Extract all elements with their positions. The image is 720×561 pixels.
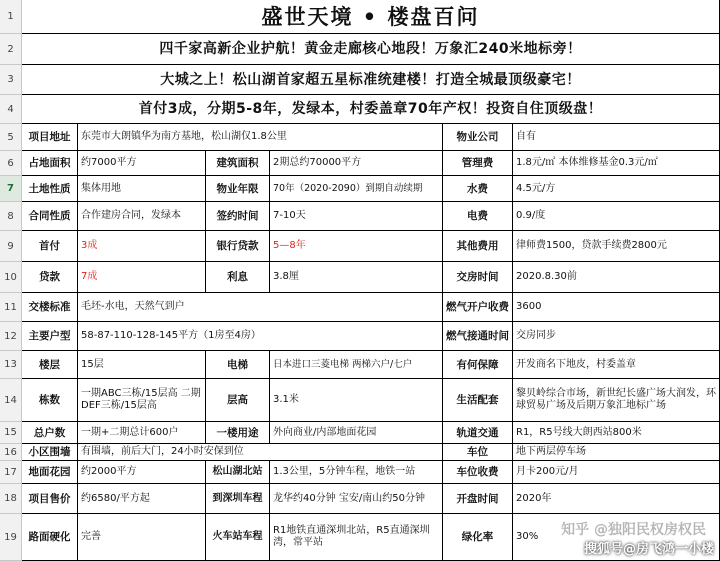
label-cell[interactable]: 地面花园 — [22, 461, 78, 484]
value-cell[interactable]: 58-87-110-128-145平方（1房至4房） — [78, 322, 443, 351]
value-cell[interactable]: 3.1米 — [270, 379, 443, 422]
value-cell[interactable]: 外向商业/内部地面花园 — [270, 422, 443, 444]
value-cell[interactable]: 开发商名下地皮，村委盖章 — [513, 351, 720, 379]
value-cell[interactable]: 7成 — [78, 262, 206, 293]
value-cell[interactable]: 地下两层停车场 — [513, 444, 720, 461]
value-cell[interactable]: 有围墙，前后大门，24小时安保到位 — [78, 444, 443, 461]
label-cell[interactable]: 绿化率 — [443, 514, 513, 561]
row-header[interactable]: 9 — [0, 231, 22, 262]
banner-line[interactable]: 首付3成，分期5-8年，发绿本，村委盖章70年产权！投资自住顶级盘！ — [22, 95, 720, 124]
label-cell[interactable]: 有何保障 — [443, 351, 513, 379]
value-cell[interactable]: 约7000平方 — [78, 151, 206, 176]
zhihu-watermark: 知乎 @独阳民权房权民 — [561, 522, 706, 538]
row-header[interactable]: 1 — [0, 0, 22, 34]
value-cell[interactable]: 一期+二期总计600户 — [78, 422, 206, 444]
row-header[interactable]: 14 — [0, 379, 22, 422]
value-cell[interactable]: 毛坯-水电，天然气到户 — [78, 293, 443, 322]
value-cell[interactable]: R1地铁直通深圳北站，R5直通深圳湾，常平站 — [270, 514, 443, 561]
label-cell[interactable]: 层高 — [206, 379, 270, 422]
row-header[interactable]: 13 — [0, 351, 22, 379]
row-header[interactable]: 6 — [0, 151, 22, 176]
label-cell[interactable]: 一楼用途 — [206, 422, 270, 444]
row-header[interactable]: 5 — [0, 124, 22, 151]
value-cell[interactable]: 律师费1500，贷款手续费2800元 — [513, 231, 720, 262]
label-cell[interactable]: 交楼标准 — [22, 293, 78, 322]
label-cell[interactable]: 项目售价 — [22, 484, 78, 514]
value-cell[interactable]: 1.3公里，5分钟车程，地铁一站 — [270, 461, 443, 484]
row-header[interactable]: 11 — [0, 293, 22, 322]
label-cell[interactable]: 开盘时间 — [443, 484, 513, 514]
value-cell[interactable]: 70年（2020-2090）到期自动续期 — [270, 176, 443, 202]
value-cell[interactable]: 自有 — [513, 124, 720, 151]
value-cell[interactable]: 龙华约40分钟 宝安/南山约50分钟 — [270, 484, 443, 514]
label-cell[interactable]: 建筑面积 — [206, 151, 270, 176]
label-cell[interactable]: 银行贷款 — [206, 231, 270, 262]
value-cell[interactable]: 一期ABC三栋/15层高 二期DEF三栋/15层高 — [78, 379, 206, 422]
value-cell[interactable]: R1，R5号线大朗西站800米 — [513, 422, 720, 444]
row-header[interactable]: 15 — [0, 422, 22, 444]
value-cell[interactable]: 0.9/度 — [513, 202, 720, 231]
row-header[interactable]: 17 — [0, 461, 22, 484]
label-cell[interactable]: 栋数 — [22, 379, 78, 422]
value-cell[interactable]: 约2000平方 — [78, 461, 206, 484]
value-cell[interactable]: 交房同步 — [513, 322, 720, 351]
value-cell[interactable]: 1.8元/㎡ 本体维修基金0.3元/㎡ — [513, 151, 720, 176]
row-header[interactable]: 3 — [0, 65, 22, 95]
label-cell[interactable]: 总户数 — [22, 422, 78, 444]
label-cell[interactable]: 交房时间 — [443, 262, 513, 293]
value-cell[interactable]: 15层 — [78, 351, 206, 379]
row-header[interactable]: 19 — [0, 514, 22, 561]
value-cell[interactable]: 东莞市大朗镇华为南方基地，松山湖仅1.8公里 — [78, 124, 443, 151]
row-header[interactable]: 16 — [0, 444, 22, 461]
label-cell[interactable]: 到深圳车程 — [206, 484, 270, 514]
label-cell[interactable]: 土地性质 — [22, 176, 78, 202]
value-cell[interactable]: 约6580/平方起 — [78, 484, 206, 514]
label-cell[interactable]: 管理费 — [443, 151, 513, 176]
row-header[interactable]: 4 — [0, 95, 22, 124]
label-cell[interactable]: 火车站车程 — [206, 514, 270, 561]
label-cell[interactable]: 贷款 — [22, 262, 78, 293]
label-cell[interactable]: 其他费用 — [443, 231, 513, 262]
label-cell[interactable]: 小区围墙 — [22, 444, 78, 461]
value-cell[interactable]: 5—8年 — [270, 231, 443, 262]
row-header[interactable]: 2 — [0, 34, 22, 65]
row-header[interactable]: 8 — [0, 202, 22, 231]
label-cell[interactable]: 松山湖北站 — [206, 461, 270, 484]
sohu-watermark: 搜狐号@房飞鸿一小楼 — [583, 542, 714, 557]
value-cell[interactable]: 合作建房合同，发绿本 — [78, 202, 206, 231]
value-cell[interactable]: 3成 — [78, 231, 206, 262]
value-cell[interactable]: 2020.8.30前 — [513, 262, 720, 293]
label-cell[interactable]: 燃气开户收费 — [443, 293, 513, 322]
label-cell[interactable]: 电费 — [443, 202, 513, 231]
value-cell[interactable]: 3.8厘 — [270, 262, 443, 293]
value-cell[interactable]: 集体用地 — [78, 176, 206, 202]
value-cell[interactable]: 3600 — [513, 293, 720, 322]
value-cell[interactable]: 黎贝岭综合市场，新世纪长盛广场大润发，环球贸易广场及后期万象汇地标广场 — [513, 379, 720, 422]
label-cell[interactable]: 合同性质 — [22, 202, 78, 231]
value-cell[interactable]: 2期总约70000平方 — [270, 151, 443, 176]
row-header[interactable]: 18 — [0, 484, 22, 514]
label-cell[interactable]: 楼层 — [22, 351, 78, 379]
label-cell[interactable]: 物业公司 — [443, 124, 513, 151]
label-cell[interactable]: 电梯 — [206, 351, 270, 379]
label-cell[interactable]: 物业年限 — [206, 176, 270, 202]
label-cell[interactable]: 项目地址 — [22, 124, 78, 151]
row-header[interactable]: 12 — [0, 322, 22, 351]
label-cell[interactable]: 水费 — [443, 176, 513, 202]
value-cell[interactable]: 日本进口三菱电梯 两梯六户/七户 — [270, 351, 443, 379]
label-cell[interactable]: 占地面积 — [22, 151, 78, 176]
label-cell[interactable]: 车位 — [443, 444, 513, 461]
value-cell[interactable]: 7-10天 — [270, 202, 443, 231]
row-header-selected[interactable]: 7 — [0, 176, 22, 202]
value-cell[interactable]: 4.5元/方 — [513, 176, 720, 202]
label-cell[interactable]: 生活配套 — [443, 379, 513, 422]
label-cell[interactable]: 路面硬化 — [22, 514, 78, 561]
label-cell[interactable]: 主要户型 — [22, 322, 78, 351]
label-cell[interactable]: 车位收费 — [443, 461, 513, 484]
value-cell[interactable]: 2020年 — [513, 484, 720, 514]
label-cell[interactable]: 首付 — [22, 231, 78, 262]
value-cell[interactable]: 月卡200元/月 — [513, 461, 720, 484]
label-cell[interactable]: 签约时间 — [206, 202, 270, 231]
banner-line[interactable]: 四千家高新企业护航！黄金走廊核心地段！万象汇240米地标旁！ — [22, 34, 720, 65]
banner-line[interactable]: 大城之上！松山湖首家超五星标准统建楼！打造全城最顶级豪宅！ — [22, 65, 720, 95]
label-cell[interactable]: 利息 — [206, 262, 270, 293]
value-cell[interactable]: 完善 — [78, 514, 206, 561]
label-cell[interactable]: 轨道交通 — [443, 422, 513, 444]
value-cell[interactable]: 30% — [513, 514, 720, 561]
label-cell[interactable]: 燃气接通时间 — [443, 322, 513, 351]
row-header[interactable]: 10 — [0, 262, 22, 293]
page-title[interactable]: 盛世天境 • 楼盘百问 — [22, 0, 720, 34]
